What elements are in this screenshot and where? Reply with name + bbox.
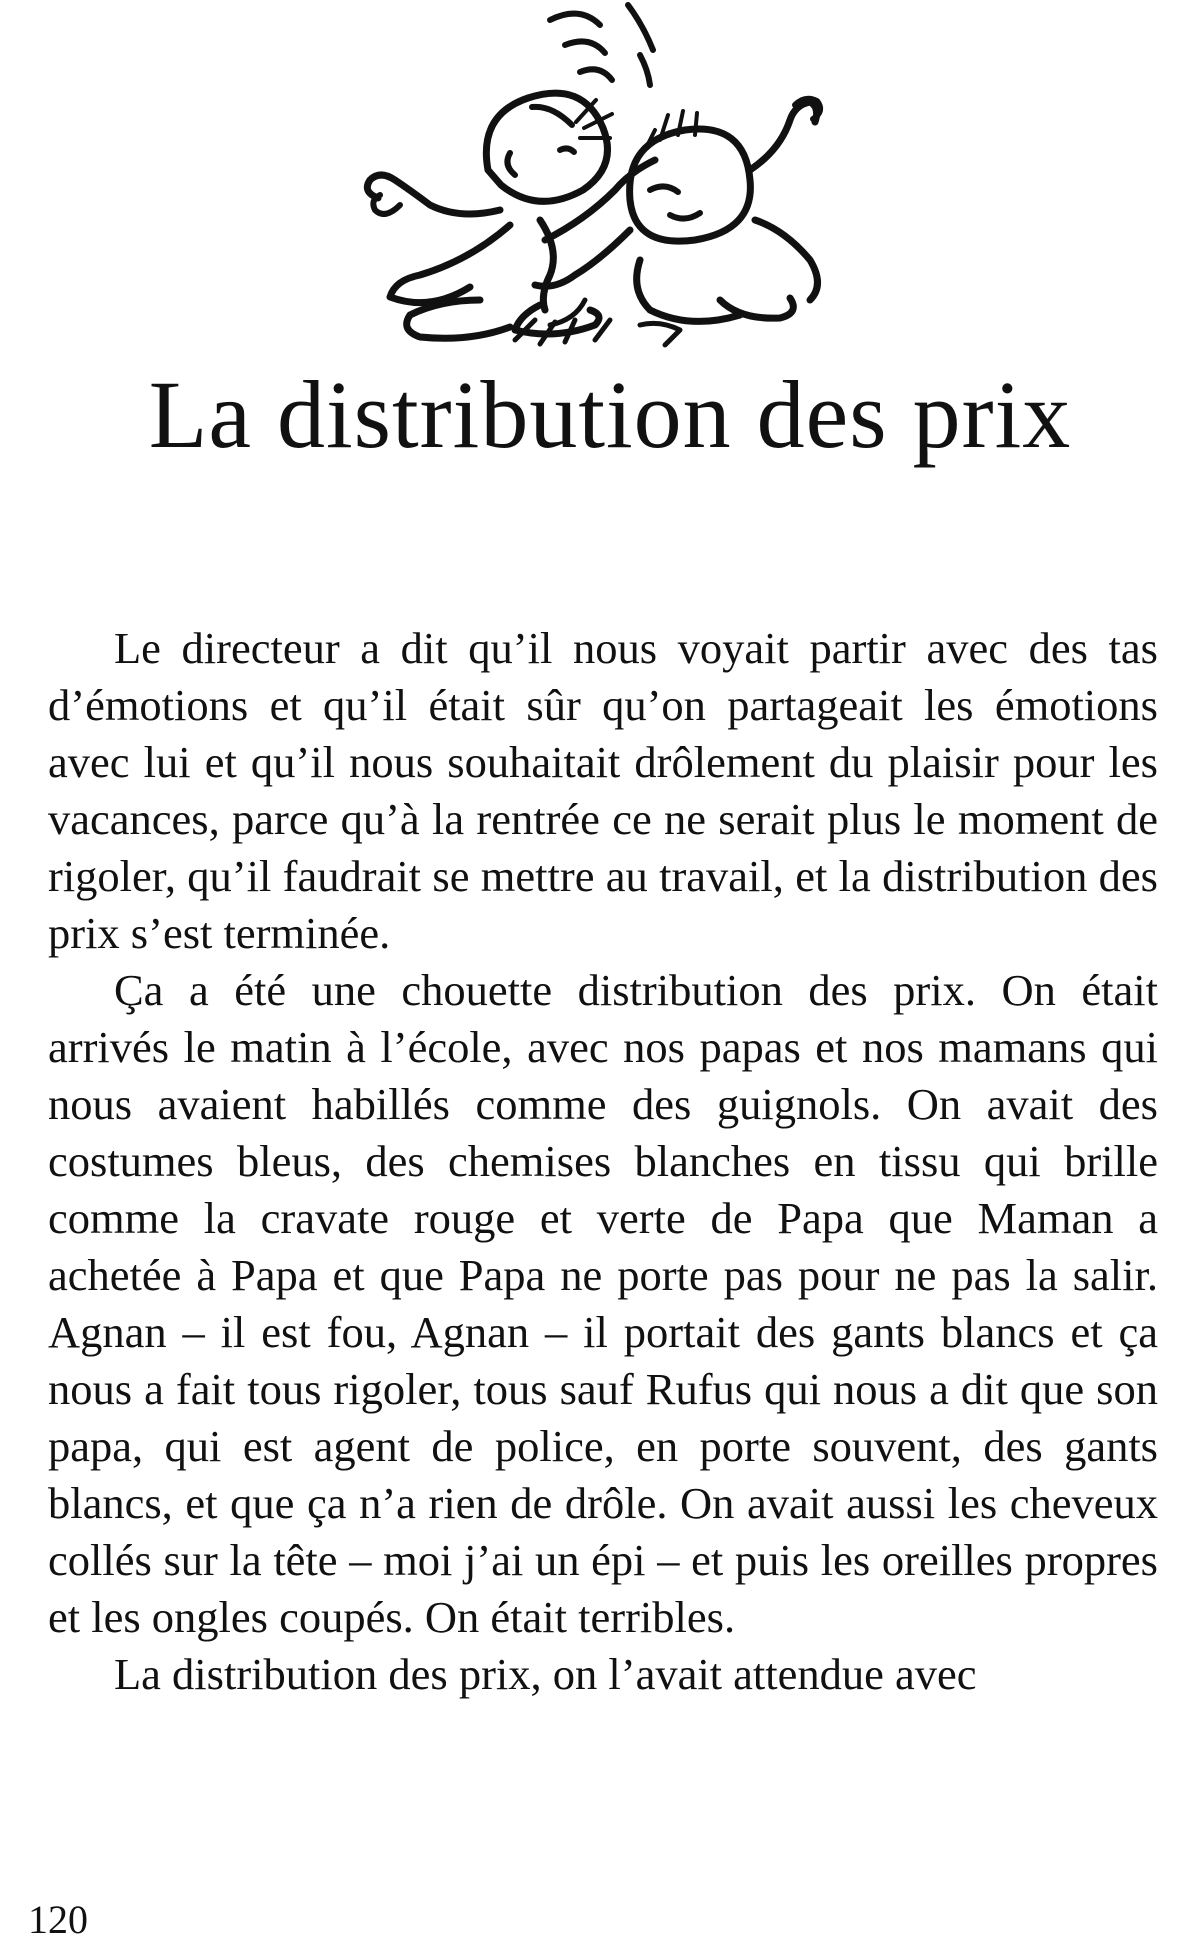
paragraph: La distribution des prix, on l’avait attendue avec	[114, 1649, 977, 1699]
chapter-title: La distribution des prix	[148, 361, 1072, 468]
two-boys-fighting-drawing-icon	[340, 0, 900, 360]
paragraph: Le directeur a dit qu’il nous voyait partir avec des tas d’émotions et qu’il était sûr qu’on partageait les émotions avec lui et qu’il nous souhaitait drôlement du plaisir pour les vacances, parce qu’à la rentrée ce ne serait plus le moment de rigoler, qu’il faudrait se mettre au travail, et la distribution des prix s’est terminée.	[48, 623, 1158, 958]
paragraph: Ça a été une chouette distribution des prix. On était arrivés le matin à l’école, avec nos papas et nos mamans qui nous avaient habillés comme des guignols. On avait des costumes bleus, des chemises blanches en tissu qui brille comme la cravate rouge et verte de Papa que Maman a achetée à Papa et que Papa ne porte pas pour ne pas la salir. Agnan – il est fou, Agnan – il portait des gants blancs et ça nous a fait tous rigoler, tous sauf Rufus qui nous a dit que son papa, qui est agent de police, en porte souvent, des gants blancs, et que ça n’a rien de drôle. On avait aussi les cheveux collés sur la tête – moi j’ai un épi – et puis les oreilles propres et les ongles coupés. On était terribles.	[48, 965, 1158, 1642]
page-number: 120	[28, 1897, 88, 1942]
chapter-body	[48, 620, 1158, 1703]
